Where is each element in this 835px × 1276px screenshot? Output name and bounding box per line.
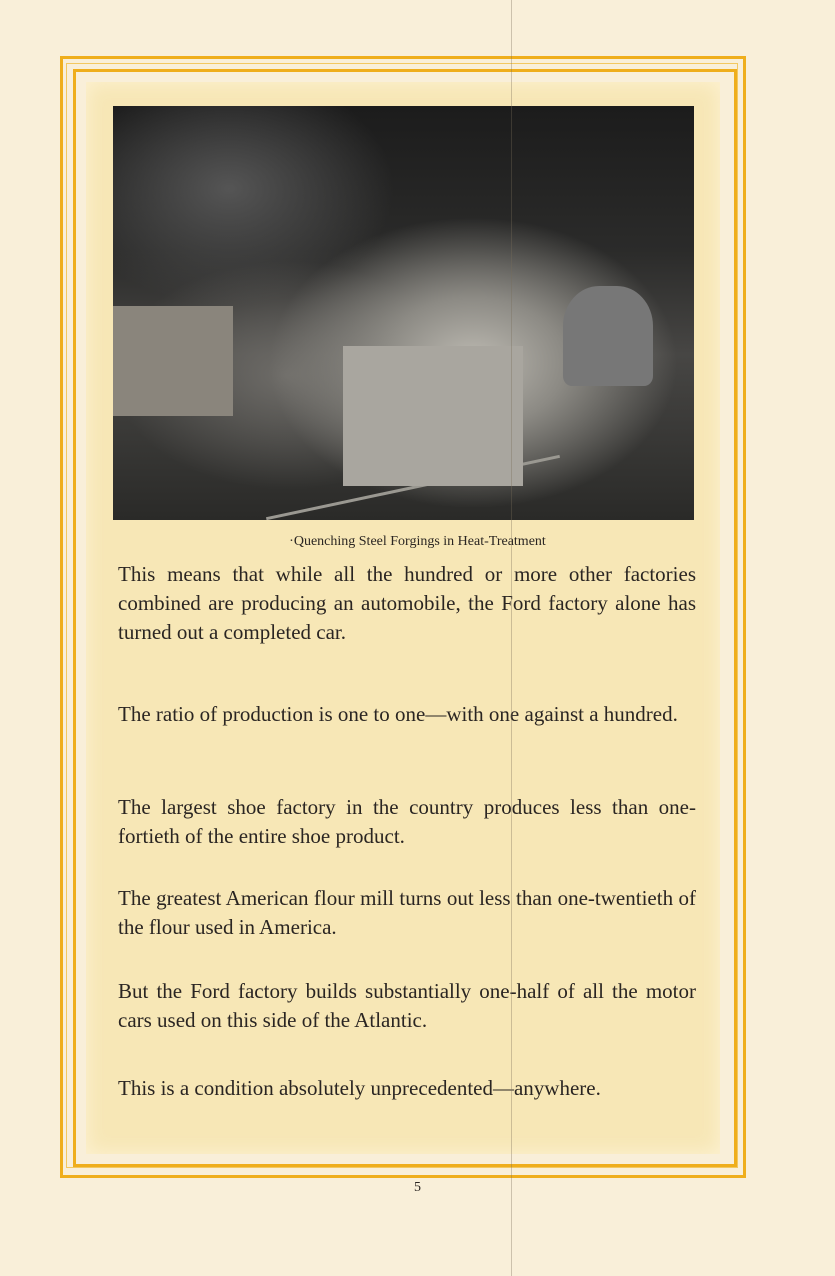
paragraph-3: The largest shoe factory in the country produces less than one-fortieth of the entire shoe product. [118,795,696,848]
scan-artifact-line [511,0,512,1276]
factory-photo [113,106,694,520]
paragraph-6: This is a condition absolutely unprecedented—anywhere. [118,1076,601,1100]
paragraph-5: But the Ford factory builds substantially one-half of all the motor cars used on this side of the Atlantic. [118,979,696,1032]
paragraph-1: This means that while all the hundred or more other factories combined are producing an automobile, the Ford factory alone has turned out a completed car. [118,562,696,644]
paragraph-4: The greatest American flour mill turns out less than one-twentieth of the flour used in America. [118,886,696,939]
photo-caption: ·Quenching Steel Forgings in Heat-Treatment [289,534,546,549]
page-number: 5 [414,1180,421,1195]
paragraph-2: The ratio of production is one to one—with one against a hundred. [118,702,678,726]
